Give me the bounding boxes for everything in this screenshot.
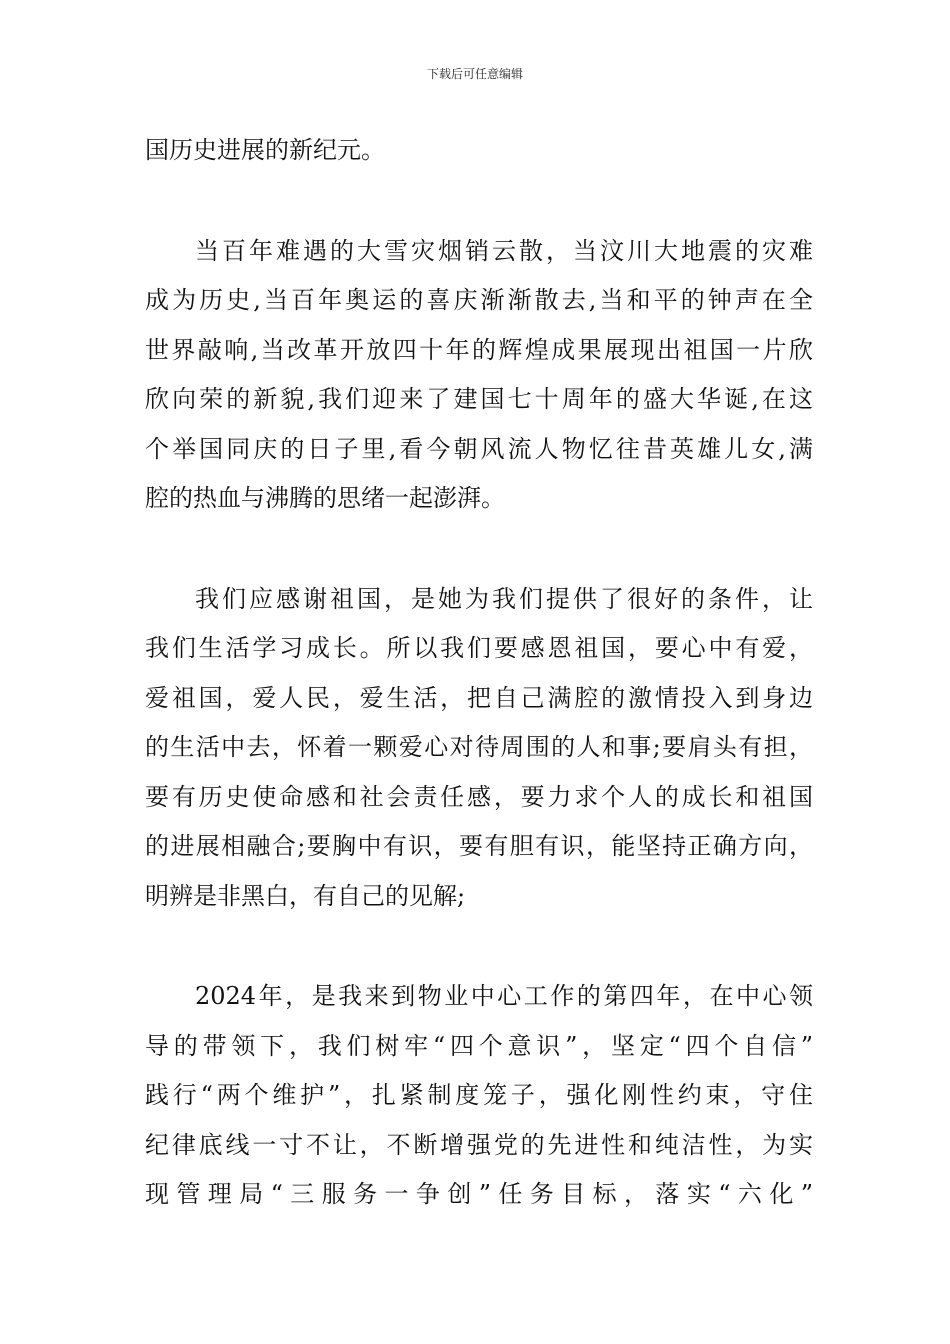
text-line: 我们应感谢祖国，是她为我们提供了很好的条件，让 <box>195 584 813 613</box>
paragraph-4 <box>145 972 813 1220</box>
paragraph-gap <box>145 524 813 575</box>
text-line: 的生活中去，怀着一颗爱心对待周围的人和事;要肩头有担， <box>145 733 813 761</box>
text-line: 2024年，是我来到物业中心工作的第四年，在中心领 <box>195 982 813 1010</box>
text-line: 践行“两个维护”，扎紧制度笼子，强化刚性约束，守住 <box>145 1081 813 1109</box>
text-line: 腔的热血与沸腾的思绪一起澎湃。 <box>145 484 505 512</box>
paragraph-gap <box>145 176 813 227</box>
text-line: 要有历史使命感和社会责任感，要力求个人的成长和祖国 <box>145 782 813 811</box>
page-header: 下载后可任意编辑 <box>426 67 523 81</box>
text-line: 纪律底线一寸不让，不断增强党的先进性和纯洁性，为实 <box>145 1130 813 1159</box>
text-line: 世界敲响,当改革开放四十年的辉煌成果展现出祖国一片欣 <box>145 335 813 364</box>
text-line: 国历史进展的新纪元。 <box>145 136 385 164</box>
document-body <box>145 126 813 1220</box>
paragraph-1 <box>145 126 813 176</box>
text-line: 的进展相融合;要胸中有识，要有胆有识，能坚持正确方向， <box>145 832 813 860</box>
text-line: 欣向荣的新貌,我们迎来了建国七十周年的盛大华诞,在这 <box>145 385 813 413</box>
text-line: 爱祖国，爱人民，爱生活，把自己满腔的激情投入到身边 <box>145 683 813 712</box>
text-line: 明辨是非黑白，有自己的见解; <box>145 881 466 910</box>
text-line: 导的带领下，我们树牢“四个意识”，坚定“四个自信” <box>145 1031 813 1060</box>
text-line: 个举国同庆的日子里,看今朝风流人物忆往昔英雄儿女,满 <box>145 434 813 463</box>
paragraph-2 <box>145 227 813 524</box>
text-line: 当百年难遇的大雪灾烟销云散，当汶川大地震的灾难 <box>195 236 813 265</box>
paragraph-gap <box>145 921 813 972</box>
text-line: 成为历史,当百年奥运的喜庆渐渐散去,当和平的钟声在全 <box>145 286 813 314</box>
paragraph-3 <box>145 575 813 922</box>
text-line: 现管理局“三服务一争创”任务目标，落实“六化” <box>145 1180 813 1208</box>
text-line: 我们生活学习成长。所以我们要感恩祖国，要心中有爱， <box>145 634 813 662</box>
